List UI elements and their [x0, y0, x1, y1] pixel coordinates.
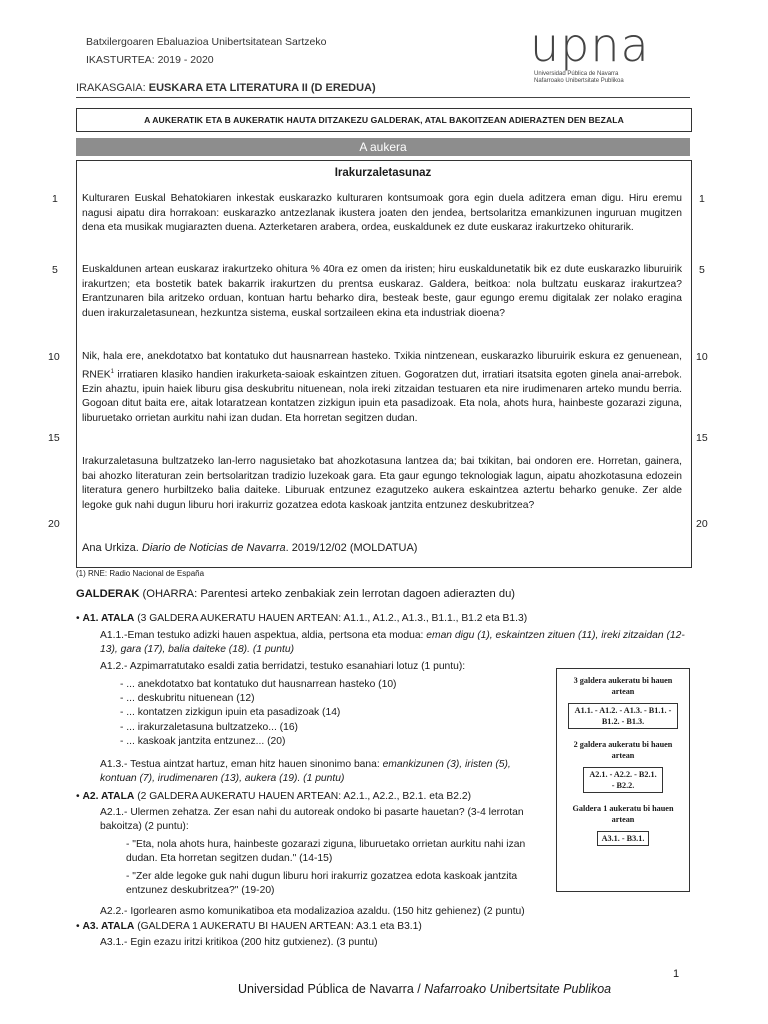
exam-header-line1: Batxilergoaren Ebaluazioa Unibertsitatean Sartzeko [86, 36, 327, 48]
header-rule [76, 97, 690, 98]
line-number-left-5: 5 [52, 264, 58, 276]
question-a3-1: A3.1.- Egin ezazu iritzi kritikoa (200 hitz gutxienez). (3 puntu) [100, 937, 378, 948]
question-a1-1 [100, 629, 686, 657]
section-a3-heading: • A3. ATALA (GALDERA 1 AUKERATU BI HAUEN ARTEAN: A3.1 eta B3.1) [76, 921, 422, 932]
line-number-right-1: 1 [699, 193, 705, 205]
line-number-left-20: 20 [48, 518, 60, 530]
subject-name: EUSKARA ETA LITERATURA II (D EREDUA) [148, 82, 376, 94]
a1-2-list [120, 678, 540, 749]
line-number-right-5: 5 [699, 264, 705, 276]
question-a2-1: A2.1.- Ulermen zehatza. Zer esan nahi du autoreak ondoko bi pasarte hauetan? (3-4 lerrotan bakoitza) (2 puntu): [100, 807, 524, 833]
option-a-band [76, 138, 690, 156]
summary-title-2: 2 galdera aukeratu bi hauen artean [573, 740, 673, 760]
a1-2-item: - ... kontatzen zizkigun ipuin eta pasadizoak (14) [120, 707, 341, 719]
signature-date: . 2019/12/02 (MOLDATUA) [285, 542, 418, 554]
a1-note: (3 GALDERA AUKERATU HAUEN ARTEAN: A1.1., A1.2., A1.3., B1.1., B1.2 eta B1.3) [134, 613, 528, 624]
a1-title: A1. ATALA [82, 613, 135, 624]
section-a1-heading: • A1. ATALA (3 GALDERA AUKERATU HAUEN ARTEAN: A1.1., A1.2., A1.3., B1.1., B1.2 eta B1.3) [76, 613, 528, 624]
paragraph-3-part1: Nik, hala ere, anekdotatxo bat kontatuko dut hausnarrean hasteko. Txikia nintzenean, euskarazko liburuirik eskura ez genuenean, RNEK [82, 351, 682, 381]
a3-note: (GALDERA 1 AUKERATU BI HAUEN ARTEAN: A3.1 eta B3.1) [134, 921, 422, 932]
paragraph-3 [82, 350, 682, 426]
subject-label: IRAKASGAIA: [76, 82, 149, 94]
line-number-left-15: 15 [48, 432, 60, 444]
footer-university-es: Universidad Pública de Navarra [238, 982, 414, 996]
line-number-left-1: 1 [52, 193, 58, 205]
a1-3-text: A1.3.- Testua aintzat hartuz, eman hitz hauen sinonimo bana: [100, 759, 383, 770]
instruction-box [76, 108, 692, 132]
a1-2-item: - ... kaskoak jantzita entzunez... (20) [120, 735, 286, 747]
questions-heading [76, 588, 515, 600]
summary-title-1: 3 galdera aukeratu bi hauen artean [573, 676, 673, 696]
line-number-right-10: 10 [696, 351, 708, 363]
a2-1-quote-2: - "Zer alde legoke guk nahi dugun liburu hori irakurriz gozatzea edota kaskoak jantzita entzunez deskubritzea?" (19-20) [126, 871, 518, 897]
a2-title: A2. ATALA [82, 791, 135, 802]
question-a2-2: A2.2.- Igorlearen asmo komunikatiboa eta modalizazioa azaldu. (150 hitz gehienez) (2 puntu) [100, 906, 525, 917]
footnote-ref: 1 [110, 368, 114, 375]
a1-2-item: - ... anekdotatxo bat kontatuko dut hausnarrean hasteko (10) [120, 679, 397, 690]
a2-1-quote-1: - "Eta, nola ahots hura, hainbeste gozarazi ziguna, liburuetako orrietan aurkitu nahi izan dudan. Eta horretan segitzen dudan." (14-15) [126, 839, 526, 865]
summary-box-2: A2.1. - A2.2. - B2.1. - B2.2. [583, 767, 663, 793]
a3-title: A3. ATALA [82, 921, 135, 932]
paragraph-1: Kulturaren Euskal Behatokiaren inkestak euskarazko kulturaren kontsumoak gora egin duela aditzera eman digu. Hiru eremu nagusi aipatu dira horrakoan: euskarazko antzezlanak ikustera joaten den jendea, bertsolaritza emankizunen inguruan mugitzen dena eta musikak mugiarazten duena. Azterketaren arabera, ordea, euskaldunek ez dute euskaraz irakurtzeko ohiturarik. [82, 193, 682, 234]
a1-1-text: A1.1.-Eman testuko adizki hauen aspektua, aldia, pertsona eta modua: [100, 630, 427, 641]
footer-separator: / [413, 982, 425, 996]
a1-2-item: - ... deskubritu nituenean (12) [120, 693, 255, 705]
signature-source: Diario de Noticias de Navarra [141, 542, 286, 554]
footer-university [238, 982, 611, 996]
logo-sub-eu: Nafarroako Unibertsitate Publikoa [534, 78, 624, 84]
questions-note: (OHARRA: Parentesi arteko zenbakiak zein lerrotan dagoen adierazten du) [139, 588, 516, 600]
paragraph-2: Euskaldunen artean euskaraz irakurtzeko ohitura % 40ra ez omen da iristen; hiru euskaldunetatik bik ez dute euskarazko liburuirik irakurtzen; eta bostetik batek bakarrik irakurtzen du prentsa euskaraz. Galdera, beitkoa: nola bultzatu euskaraz irakurtzea? Erantzunaren bila aritzeko orduan, kontuan hartu beharko dira, besteak beste, gaur egungo eremu digitalak zer nolako eragina duen irakurzaletasunean, hezkuntza sistema, euskal sortzaileen ekina eta industriak dioena? [82, 264, 682, 319]
upna-logo-subtitle [534, 71, 624, 85]
question-a1-2: A1.2.- Azpimarratutako esaldi zatia berridatzi, testuko esanahiari lotuz (1 puntu): [100, 661, 466, 672]
a1-2-item: - ... irakurzaletasuna bultzatzeko... (16) [120, 721, 298, 733]
questions-title: GALDERAK [76, 588, 140, 600]
upna-logo: upna [530, 18, 650, 72]
footer-university-eu: Nafarroako Unibertsitate Publikoa [424, 982, 612, 996]
exam-year: IKASTURTEA: 2019 - 2020 [86, 54, 214, 66]
line-number-left-10: 10 [48, 351, 60, 363]
paragraph-3-part2: irratiaren klasiko handien irakurketa-saioak eskaintzen zituen. Gogoratzen dut, irratiari itsatsita egoten ginela anai-arrebok. Ezin ahaztu, ipuin haiek liburu gisa deskubritu nituenean, nola ireki zitzaidan testuaren eta nire irudimenaren arteko mundu berria. Gogoan ditut baita ere, aitak lotaratzean kontatzen zizkigun ipuin eta pasadizoak. Eta nola, ahots hura, hainbeste gozarazi ziguna, liburuetako orrietan aurkitu nahi izan dudan. Eta horretan segitzen dudan. [82, 369, 682, 424]
text-signature [82, 542, 417, 554]
paragraph-4: Irakurzaletasuna bultzatzeko lan-lerro nagusietako bat ahozkotasuna lantzea da; bai txikitan, bai ondoren ere. Horretan, gainera, bai ahozko literaturan zein bertsolaritzan tradizio luzekoak gara. Eta gaur egungo teknologiak lagun, aipatu ahozkotasuna edozein literatura genero hurbiltzeko balia daiteke. Liburuak entzunez ezagutzeko aukera eskaintzea aztertu beharko genuke. Zer alde legoke guk nahi dugun liburu hori irakurriz gozatzea edota kaskoak jantzita entzunez deskubritzea? [82, 456, 682, 511]
instruction-text: A AUKERATIK ETA B AUKERATIK HAUTA DITZAKEZU GALDERAK, ATAL BAKOITZEAN ADIERAZTEN DEN BEZALA [144, 115, 624, 125]
summary-box-1: A1.1. - A1.2. - A1.3. - B1.1. - B1.2. - B1.3. [568, 703, 678, 729]
line-number-right-20: 20 [696, 518, 708, 530]
question-a1-3 [100, 758, 540, 786]
summary-box-3: A3.1. - B3.1. [597, 831, 650, 846]
line-number-right-15: 15 [696, 432, 708, 444]
a2-note: (2 GALDERA AUKERATU HAUEN ARTEAN: A2.1., A2.2., B2.1. eta B2.2) [134, 791, 472, 802]
question-choice-summary-box [556, 668, 690, 892]
page-number: 1 [673, 968, 680, 980]
summary-title-3: Galdera 1 aukeratu bi hauen artean [572, 804, 674, 824]
a1-1-items: eman digu (1), eskaintzen zituen (11), ireki zitzaidan (12-13), gara (17), balia daiteke (18). (1 puntu) [100, 630, 685, 656]
section-a2-heading: • A2. ATALA (2 GALDERA AUKERATU HAUEN ARTEAN: A2.1., A2.2., B2.1. eta B2.2) [76, 791, 472, 802]
a1-3-items: emankizunen (3), iristen (5), kontuan (7), irudimenaren (13), aukera (19). (1 puntu) [100, 759, 511, 785]
subject-line [76, 82, 376, 94]
reading-title: Irakurzaletasunaz [334, 167, 432, 179]
logo-sub-es: Universidad Pública de Navarra [534, 71, 619, 77]
footnote: (1) RNE: Radio Nacional de España [76, 569, 205, 578]
option-a-label: A aukera [359, 140, 407, 154]
signature-author: Ana Urkiza. [82, 542, 142, 554]
